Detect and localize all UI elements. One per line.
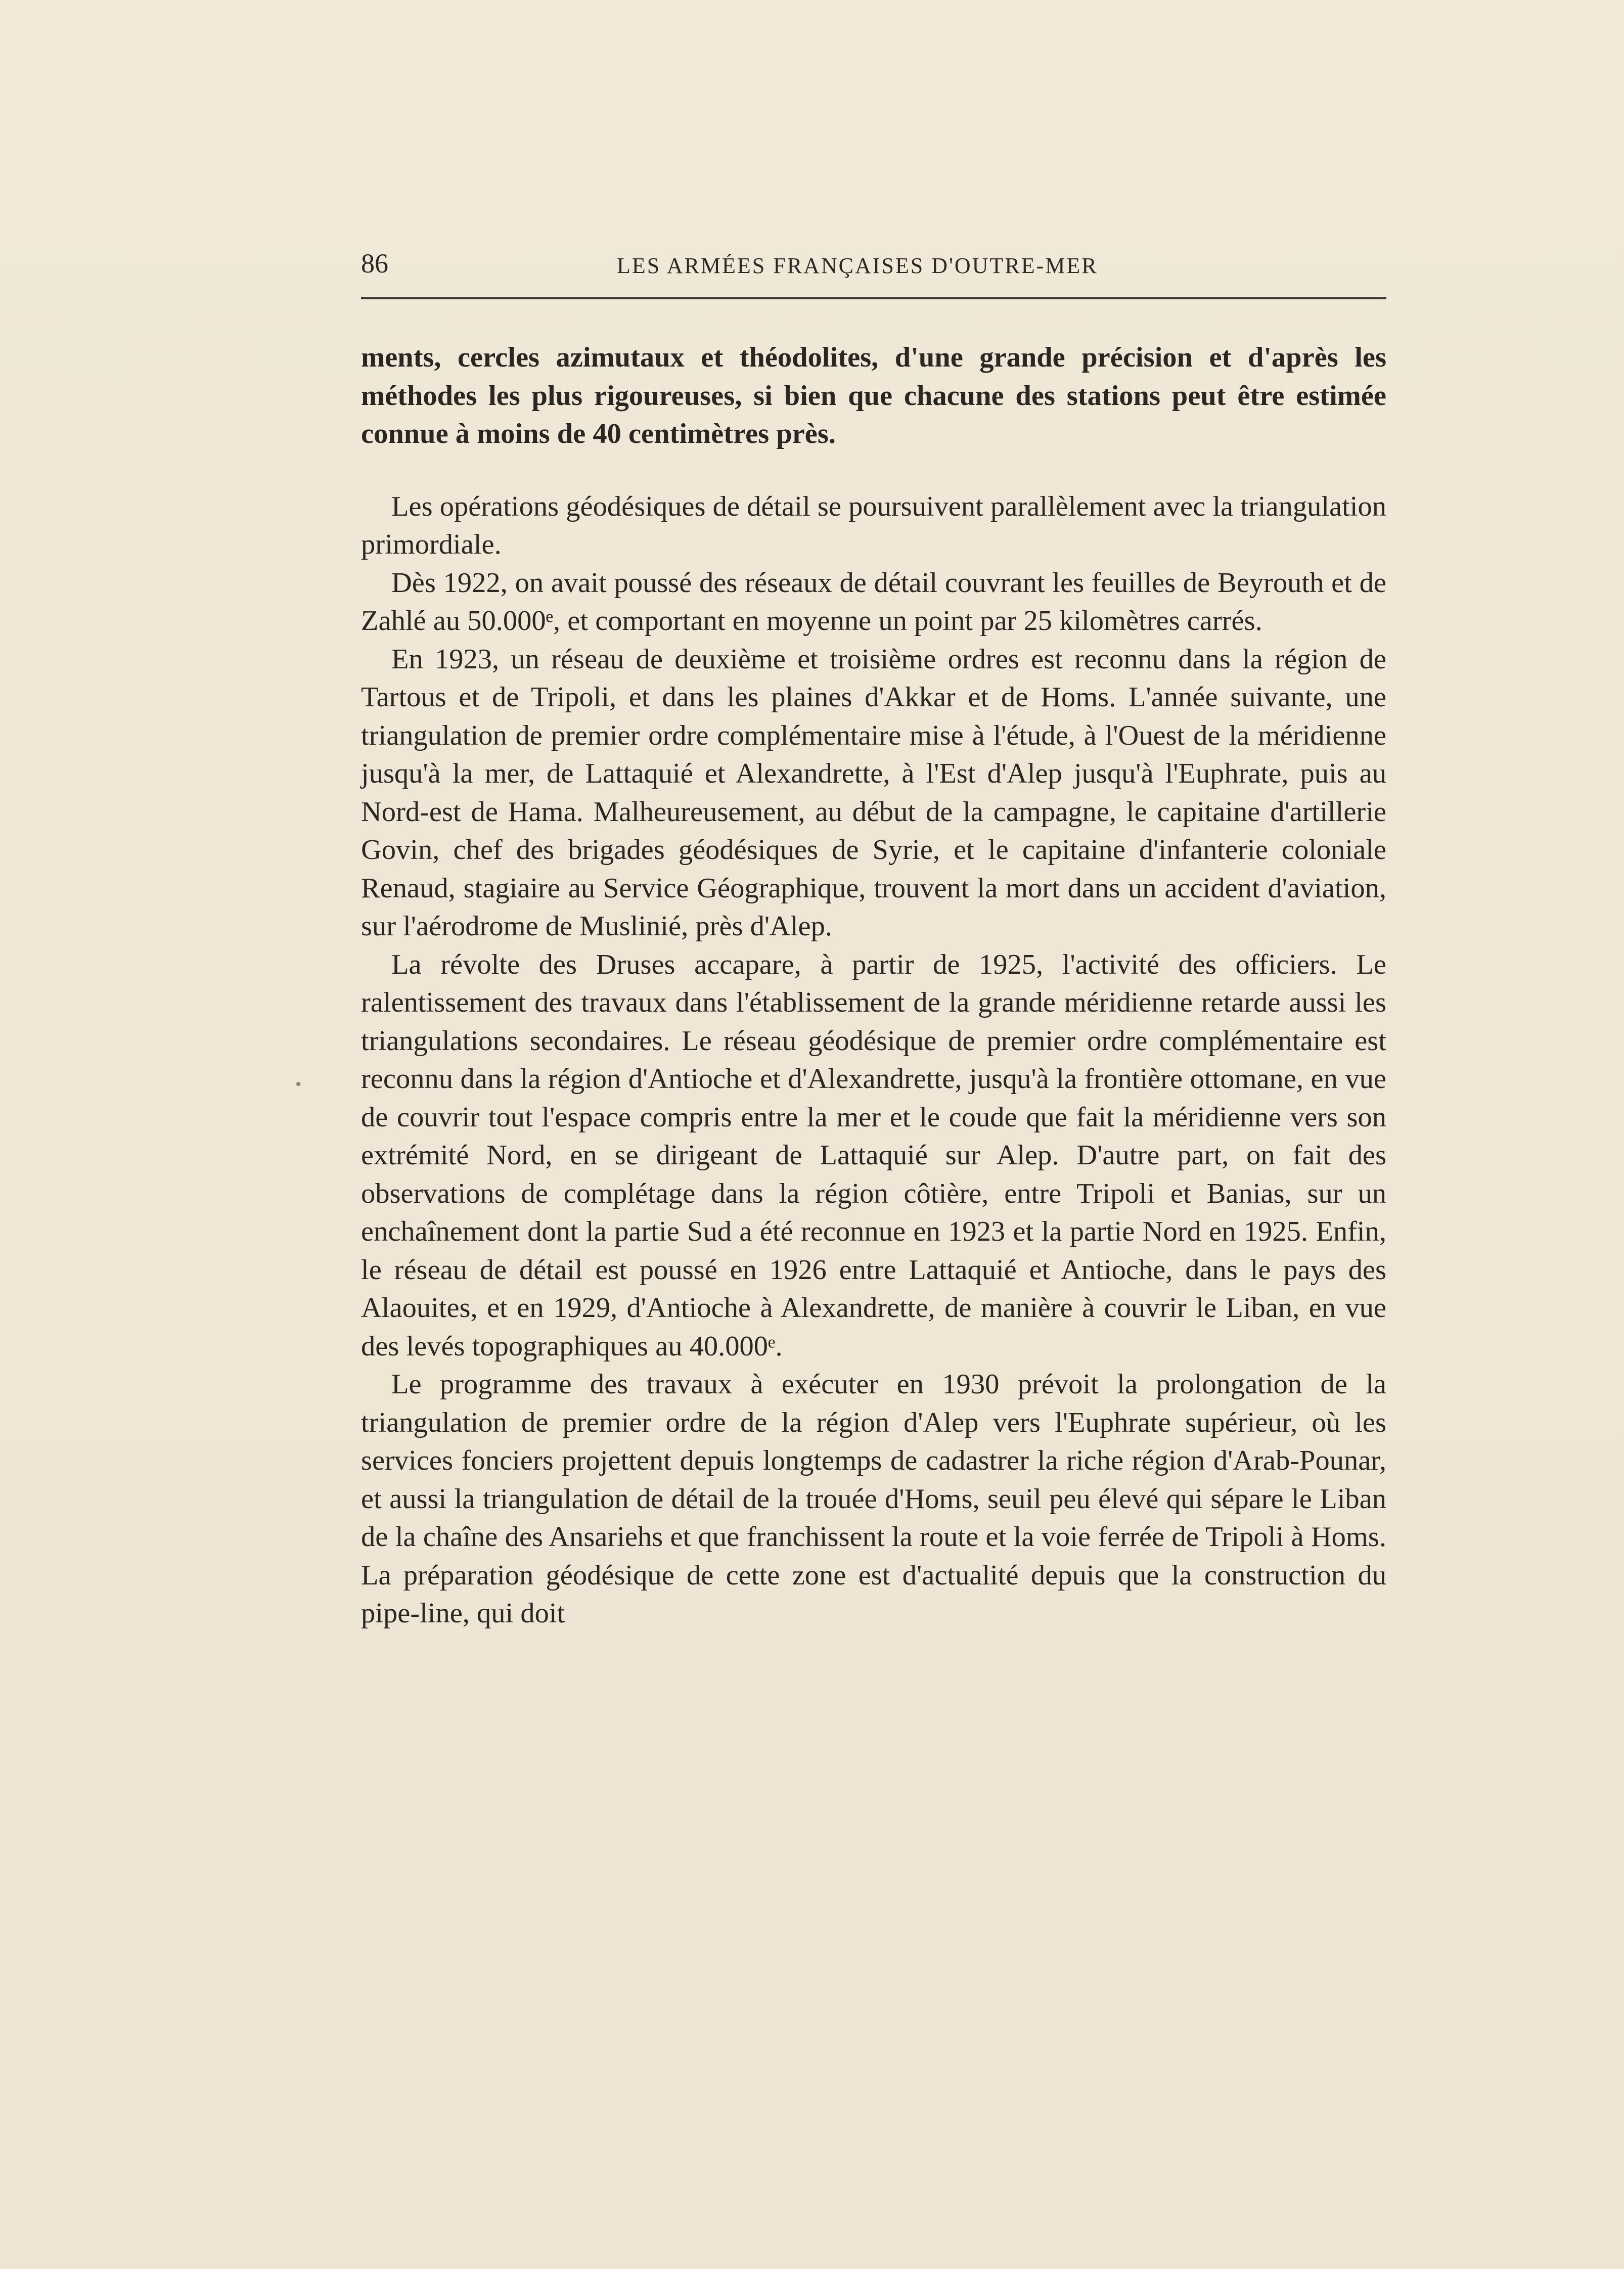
- running-title: LES ARMÉES FRANÇAISES D'OUTRE-MER: [617, 253, 1098, 278]
- paragraph: Dès 1922, on avait poussé des réseaux de détail couvrant les feuilles de Beyrouth et de Zahlé au 50.000ᵉ, et comportant en moyenne un point par 25 kilomètres carrés.: [361, 567, 1386, 637]
- page-header: [361, 242, 1386, 299]
- margin-mark: [296, 1082, 300, 1086]
- paragraph: En 1923, un réseau de deuxième et troisième ordres est reconnu dans la région de Tartous et de Tripoli, et dans les plaines d'Akkar et de Homs. L'année suivante, une triangulation de premier ordre complémentaire mise à l'étude, à l'Ouest de la méridienne jusqu'à la mer, de Lattaquié et Alexandrette, à l'Est d'Alep jusqu'à l'Euphrate, puis au Nord-est de Hama. Malheureusement, au début de la campagne, le capitaine d'artillerie Govin, chef des brigades géodésiques de Syrie, et le capitaine d'infanterie coloniale Renaud, stagiaire au Service Géographique, trouvent la mort dans un accident d'aviation, sur l'aérodrome de Muslinié, près d'Alep.: [361, 643, 1386, 942]
- paragraph: Le programme des travaux à exécuter en 1930 prévoit la prolongation de la triangulation de premier ordre de la région d'Alep vers l'Euphrate supérieur, où les services fonciers projettent depuis longtemps de cadastrer la riche région d'Arab-Pounar, et aussi la triangulation de détail de la trouée d'Homs, seuil peu élevé qui sépare le Liban de la chaîne des Ansariehs et que franchissent la route et la voie ferrée de Tripoli à Homs. La préparation géodésique de cette zone est d'actualité depuis que la construction du pipe-line, qui doit: [361, 1369, 1386, 1629]
- paragraph-continuation: ments, cercles azimutaux et théodolites, d'une grande précision et d'après les méthodes les plus rigoureuses, si bien que chacune des stations peut être estimée connue à moins de 40 centimètres près.: [361, 342, 1386, 449]
- body-text: [361, 339, 1386, 1633]
- paragraph: La révolte des Druses accapare, à partir de 1925, l'activité des officiers. Le ralentissement des travaux dans l'établissement de la grande méridienne retarde aussi les triangulations secondaires. Le réseau géodésique de premier ordre complémentaire est reconnu dans la région d'Antioche et d'Alexandrette, jusqu'à la frontière ottomane, en vue de couvrir tout l'espace compris entre la mer et le coude que fait la méridienne vers son extrémité Nord, en se dirigeant de Lattaquié sur Alep. D'autre part, on fait des observations de complétage dans la région côtière, entre Tripoli et Banias, sur un enchaînement dont la partie Sud a été reconnue en 1923 et la partie Nord en 1925. Enfin, le réseau de détail est poussé en 1926 entre Lattaquié et Antioche, dans le pays des Alaouites, et en 1929, d'Antioche à Alexandrette, de manière à couvrir le Liban, en vue des levés topographiques au 40.000ᵉ.: [361, 948, 1386, 1362]
- page-number: 86: [361, 248, 388, 279]
- paragraph: Les opérations géodésiques de détail se poursuivent parallèlement avec la triangulation primordiale.: [361, 490, 1386, 560]
